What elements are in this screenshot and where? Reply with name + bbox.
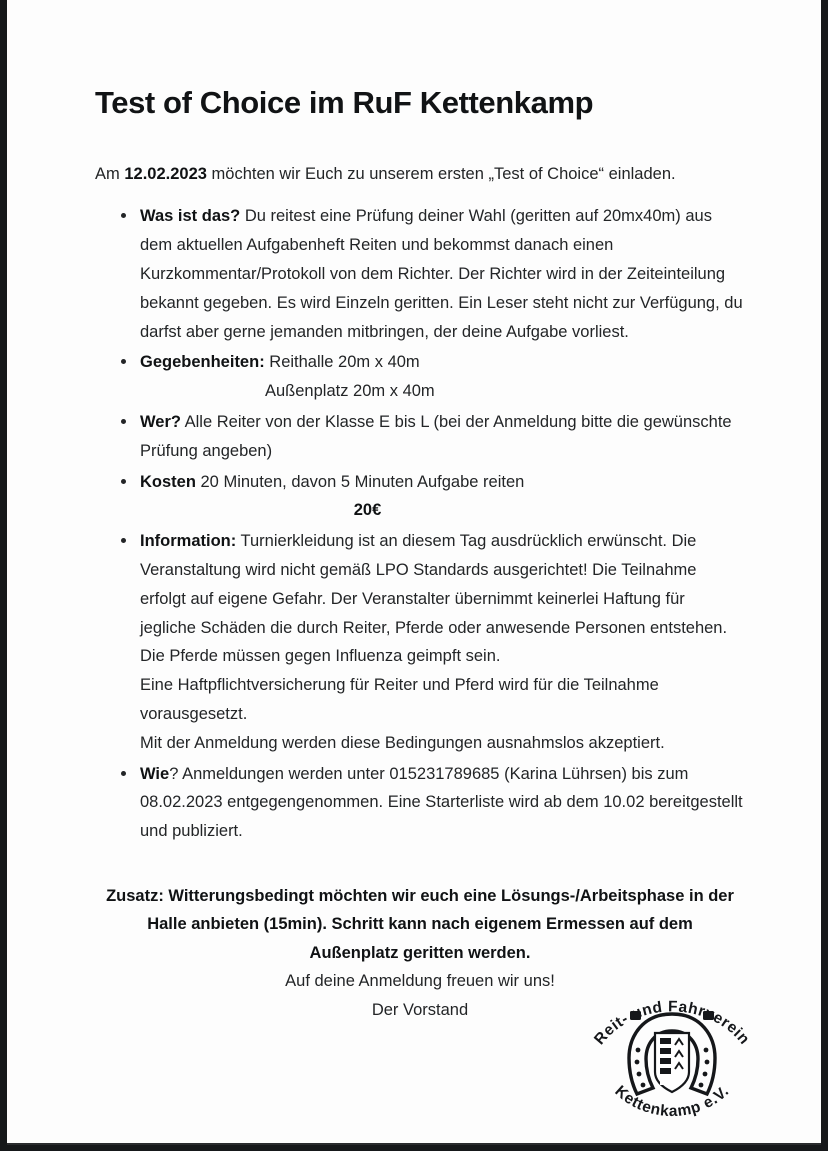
closing-line-signature: Der Vorstand <box>371 1000 469 1019</box>
bullet-label: Was ist das? <box>140 207 241 226</box>
bullet-label-tail: ? <box>169 764 179 783</box>
list-item-gegebenheiten <box>95 348 745 406</box>
coat-of-arms-icon <box>655 1033 689 1092</box>
page-title: Test of Choice im RuF Kettenkamp <box>95 85 594 120</box>
closing-line-greeting: Auf deine Anmeldung freuen wir uns! <box>285 972 555 991</box>
club-logo <box>567 988 777 1123</box>
bullet-label: Kosten <box>140 472 196 491</box>
document-content <box>95 0 745 1024</box>
scan-edge-bottom-line <box>7 1143 821 1145</box>
bullet-text: Turnierkleidung ist an diesem Tag ausdrücklich erwünscht. Die Veranstaltung wird nicht gemäß LPO Standards ausgerichtet! Die Teilnahme erfolgt auf eigene Gefahr. Der Veranstalter übernimmt keinerlei Haftung für jegliche Schäden die durch Reiter, Pferde oder anwesende Personen entstehen. Die Pferde müssen gegen Influenza geimpft sein. <box>140 532 728 666</box>
bullet-label: Information: <box>140 532 237 551</box>
bullet-dot-icon <box>121 771 126 776</box>
bullet-label: Gegebenheiten: <box>140 353 265 372</box>
list-item-kosten <box>95 468 745 526</box>
intro-paragraph <box>95 164 745 186</box>
info-bullet-list <box>95 202 745 846</box>
scan-edge-right <box>821 0 828 1151</box>
bullet-dot-icon <box>121 213 126 218</box>
information-extra-line-1: Eine Haftpflichtversicherung für Reiter und Pferd wird für die Teilnahme vorausgesetzt. <box>140 676 659 723</box>
intro-prefix: Am <box>95 165 125 184</box>
list-item-was-ist-das <box>95 202 745 346</box>
logo-bottom-text: Kettenkamp e.V. <box>611 1082 733 1121</box>
price-amount: 20€ <box>353 501 382 520</box>
scan-edge-bottom <box>0 1145 828 1151</box>
bullet-dot-icon <box>121 479 126 484</box>
bullet-dot-icon <box>121 359 126 364</box>
document-page <box>7 0 821 1143</box>
logo-top-text: Reit- und Fahrverein <box>591 998 753 1049</box>
venue-outdoor-line: Außenplatz 20m x 40m <box>265 382 435 401</box>
bullet-text: 20 Minuten, davon 5 Minuten Aufgabe reiten <box>195 472 525 491</box>
bullet-text: Anmeldungen werden unter 015231789685 (Karina Lührsen) bis zum 08.02.2023 entgegengenommen. Eine Starterliste wird ab dem 10.02 bereitgestellt und publiziert. <box>140 764 743 841</box>
bullet-label: Wer? <box>140 412 181 431</box>
bullet-text: Reithalle 20m x 40m <box>264 353 420 372</box>
information-extra-line-2: Mit der Anmeldung werden diese Bedingungen ausnahmslos akzeptiert. <box>140 733 665 752</box>
intro-suffix: möchten wir Euch zu unserem ersten „Test of Choice“ einladen. <box>206 165 676 184</box>
bullet-label: Wie <box>140 764 170 783</box>
bullet-dot-icon <box>121 419 126 424</box>
list-item-wie <box>95 760 745 846</box>
list-item-information <box>95 527 745 757</box>
bullet-dot-icon <box>121 538 126 543</box>
bullet-text: Du reitest eine Prüfung deiner Wahl (geritten auf 20mx40m) aus dem aktuellen Aufgabenheft Reiten und bekommst danach einen Kurzkommentar/Protokoll von dem Richter. Der Richter wird in der Zeiteinteilung bekannt gegeben. Es wird Einzeln geritten. Ein Leser steht nicht zur Verfügung, du darfst aber gerne jemanden mitbringen, der deine Aufgabe vorliest. <box>140 207 743 341</box>
scan-edge-left <box>0 0 7 1151</box>
event-date: 12.02.2023 <box>124 165 207 184</box>
zusatz-note: Zusatz: Witterungsbedingt möchten wir euch eine Lösungs-/Arbeitsphase in der Halle anbieten (15min). Schritt kann nach eigenem Ermessen auf dem Außenplatz geritten werden. <box>106 886 734 962</box>
bullet-text: Alle Reiter von der Klasse E bis L (bei der Anmeldung bitte die gewünschte Prüfung angeben) <box>140 412 732 460</box>
list-item-wer <box>95 408 745 466</box>
